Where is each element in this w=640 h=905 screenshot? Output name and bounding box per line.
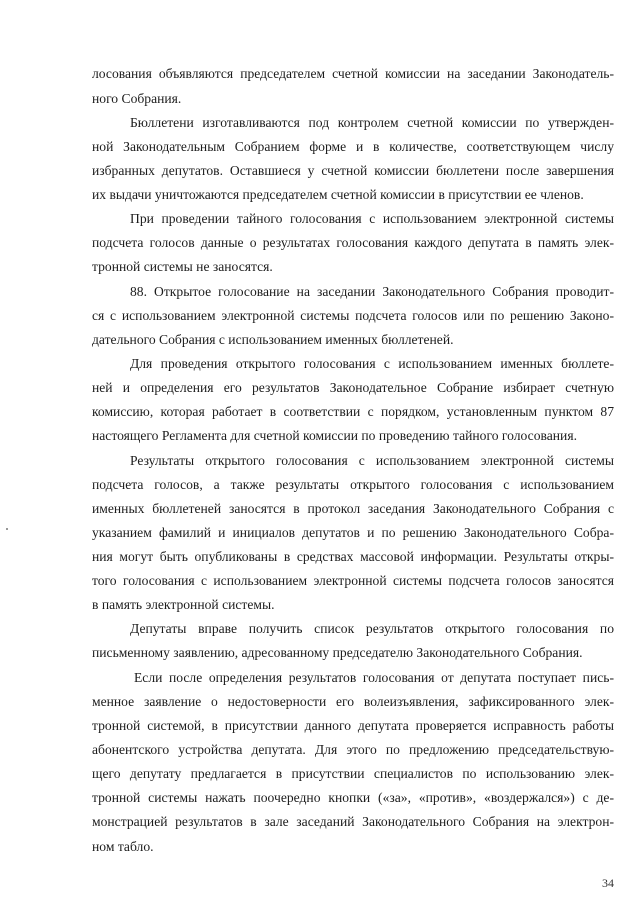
text-line: в память электронной системы. (92, 597, 275, 612)
text-line: тронной системой, в присутствии данного депутата проверяется исправность работы (92, 718, 614, 733)
text-line: Если после определения результатов голосования от депутата поступает пись- (134, 670, 614, 685)
text-line: письменному заявлению, адресованному председателю Законодательного Собрания. (92, 645, 583, 660)
text-line: Бюллетени изготавливаются под контролем счетной комиссии по утвержден- (130, 115, 614, 130)
text-line: избранных депутатов. Оставшиеся у счетной комиссии бюллетени после завершения (92, 163, 614, 178)
text-line: ном табло. (92, 839, 154, 854)
text-line: настоящего Регламента для счетной комиссии по проведению тайного голосования. (92, 428, 577, 443)
text-line: того голосования с использованием электронной системы подсчета голосов заносятся (92, 573, 614, 588)
text-line: ней и определения его результатов Законодательное Собрание избирает счетную (92, 380, 614, 395)
text-line: тронной системы не заносятся. (92, 259, 273, 274)
text-line: лосования объявляются председателем счетной комиссии на заседании Законодатель- (92, 66, 614, 81)
text-line: указанием фамилий и инициалов депутатов и по решению Законодательного Собра- (92, 525, 614, 540)
text-line: ся с использованием электронной системы подсчета голосов или по решению Законо- (92, 308, 614, 323)
text-line: дательного Собрания с использованием именных бюллетеней. (92, 332, 454, 347)
text-line: ния могут быть опубликованы в средствах массовой информации. Результаты откры- (92, 549, 614, 564)
text-line: подсчета голосов, а также результаты открытого голосования с использованием (92, 477, 614, 492)
page-number: 34 (602, 876, 614, 890)
scan-speck (6, 528, 8, 530)
text-line: ного Собрания. (92, 91, 182, 106)
text-line: монстрацией результатов в зале заседаний Законодательного Собрания на электрон- (92, 814, 614, 829)
text-line: ной Законодательным Собранием форме и в количестве, соответствующем числу (92, 139, 614, 154)
text-line: абонентского устройства депутата. Для этого по предложению председательствую- (92, 742, 614, 757)
text-line: Результаты открытого голосования с использованием электронной системы (130, 453, 614, 468)
text-line: Для проведения открытого голосования с использованием именных бюллете- (130, 356, 614, 371)
text-line: щего депутату предлагается в присутствии специалистов по использованию элек- (92, 766, 614, 781)
text-line: 88. Открытое голосование на заседании Законодательного Собрания проводит- (130, 284, 614, 299)
text-line: подсчета голосов данные о результатах голосования каждого депутата в память элек- (92, 235, 614, 250)
text-line: Депутаты вправе получить список результатов открытого голосования по (130, 621, 614, 636)
text-line: тронной системы нажать поочередно кнопки («за», «против», «воздержался») с де- (92, 790, 614, 805)
text-line: менное заявление о недостоверности его волеизъявления, зафиксированного элек- (92, 694, 614, 709)
text-line: именных бюллетеней заносятся в протокол заседания Законодательного Собрания с (92, 501, 614, 516)
text-line: При проведении тайного голосования с использованием электронной системы (130, 211, 614, 226)
text-line: их выдачи уничтожаются председателем счетной комиссии в присутствии ее членов. (92, 187, 584, 202)
text-line: комиссию, которая работает в соответствии с порядком, установленным пунктом 87 (92, 404, 614, 419)
